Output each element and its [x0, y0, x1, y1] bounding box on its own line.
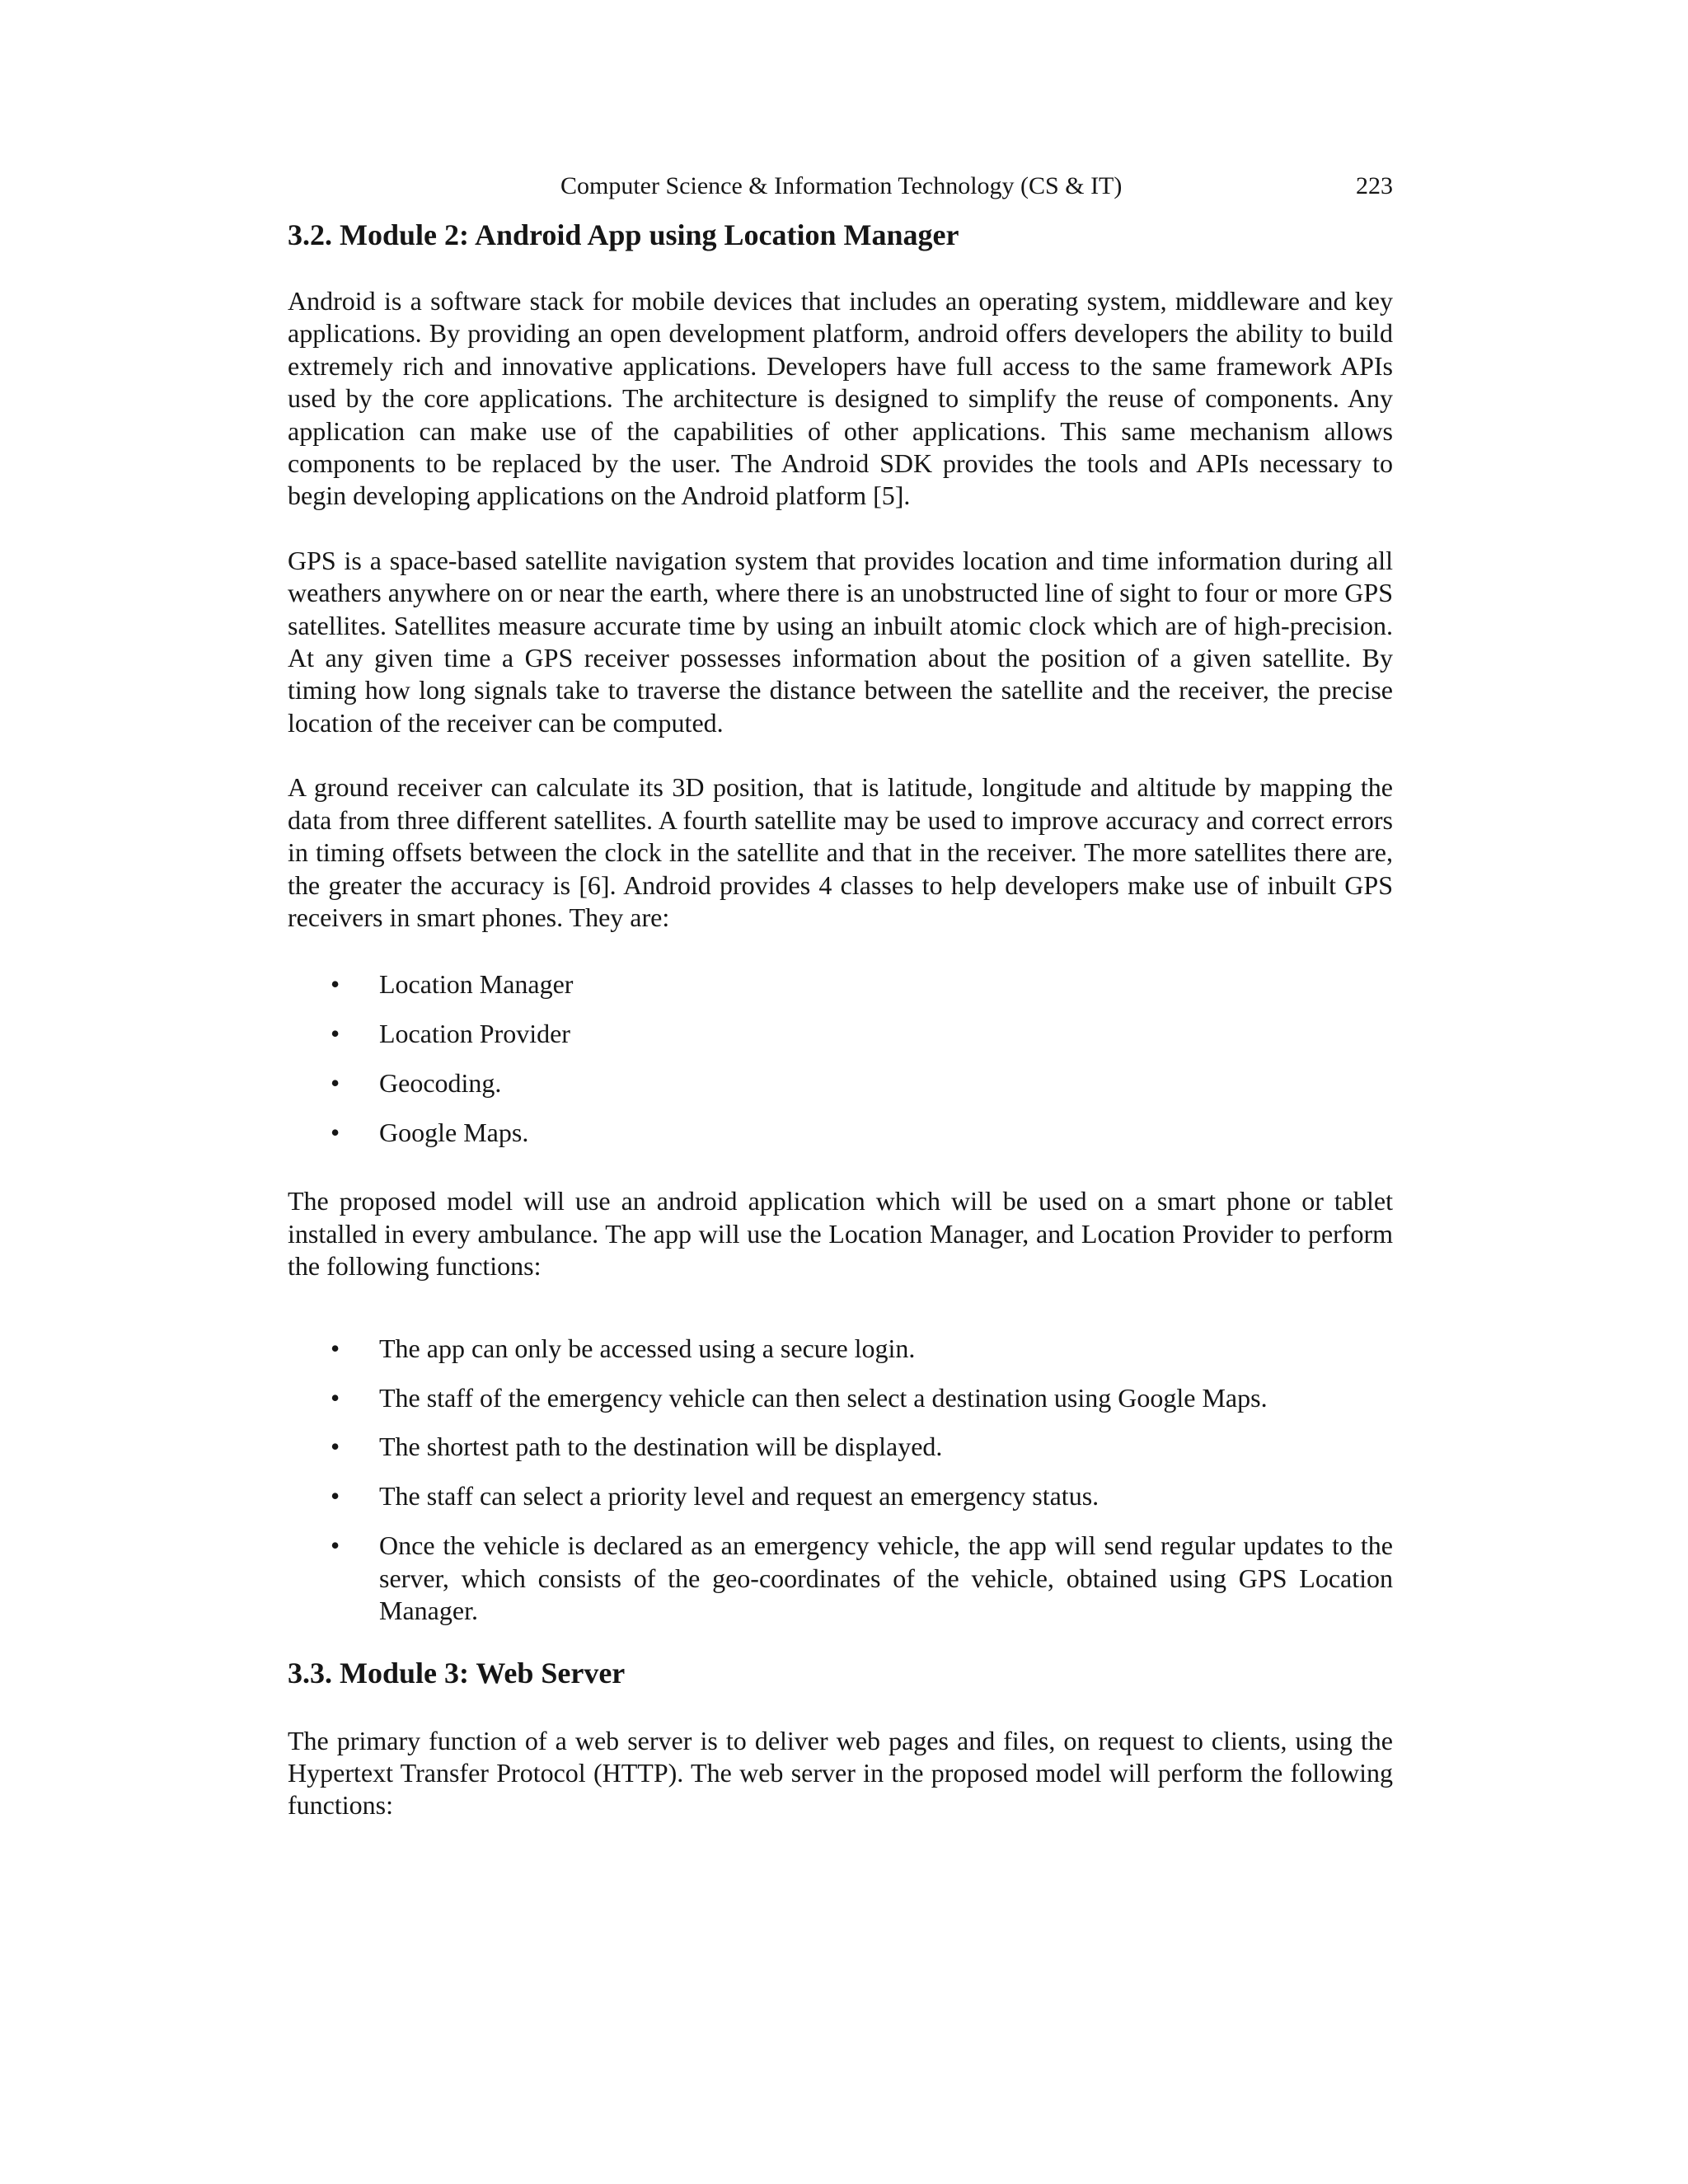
list-item-text: The shortest path to the destination will be displayed. [379, 1432, 943, 1462]
bullet-icon: • [331, 1382, 340, 1413]
android-classes-list [288, 968, 1393, 1149]
bullet-icon: • [331, 1530, 340, 1561]
list-item-text: Google Maps. [379, 1118, 529, 1148]
bullet-icon: • [331, 1333, 340, 1363]
section-heading-module-2: 3.2. Module 2: Android App using Location Manager [288, 218, 959, 251]
list-item-text: Location Manager [379, 969, 574, 1000]
list-item-text: Once the vehicle is declared as an emergency vehicle, the app will send regular updates to the server, which consists of the geo-coordinates of the vehicle, obtained using GPS Location Manager. [379, 1530, 1393, 1626]
bullet-icon: • [331, 1481, 340, 1511]
list-item [288, 1431, 1393, 1463]
bullet-icon: • [331, 1068, 340, 1099]
list-item [288, 1067, 1393, 1099]
paragraph-ground-receiver: A ground receiver can calculate its 3D position, that is latitude, longitude and altitude by mapping the data from three different satellites. A fourth satellite may be used to improve accuracy and correct errors in timing offsets between the clock in the satellite and that in the receiver. The more satellites there are, the greater the accuracy is [6]. Android provides 4 classes to help developers make use of inbuilt GPS receivers in smart phones. They are: [288, 772, 1393, 932]
list-item [288, 1480, 1393, 1512]
list-item [288, 1117, 1393, 1149]
list-item-text: Location Provider [379, 1019, 570, 1049]
list-item-text: The staff can select a priority level and request an emergency status. [379, 1481, 1100, 1511]
running-title: Computer Science & Information Technology (CS & IT) [560, 172, 1123, 199]
paragraph-android-overview: Android is a software stack for mobile devices that includes an operating system, middleware and key applications. By providing an open development platform, android offers developers the ability to build extremely rich and innovative applications. Developers have full access to the same framework APIs used by the core applications. The architecture is designed to simplify the reuse of components. Any application can make use of the capabilities of other applications. This same mechanism allows components to be replaced by the user. The Android SDK provides the tools and APIs necessary to begin developing applications on the Android platform [5]. [288, 286, 1393, 511]
paragraph-proposed-model: The proposed model will use an android application which will be used on a smart phone or tablet installed in every ambulance. The app will use the Location Manager, and Location Provider to perform the following functions: [288, 1186, 1393, 1282]
list-item [288, 968, 1393, 1001]
list-item [288, 1018, 1393, 1050]
bullet-icon: • [331, 969, 340, 1000]
bullet-icon: • [331, 1432, 340, 1462]
section-heading-module-3: 3.3. Module 3: Web Server [288, 1656, 626, 1690]
list-item-text: Geocoding. [379, 1068, 502, 1099]
list-item-text: The staff of the emergency vehicle can then select a destination using Google Maps. [379, 1382, 1268, 1413]
list-item [288, 1382, 1393, 1414]
paragraph-gps-overview: GPS is a space-based satellite navigation system that provides location and time information during all weathers anywhere on or near the earth, where there is an unobstructed line of sight to four or more GPS satellites. Satellites measure accurate time by using an inbuilt atomic clock which are of high-precision. At any given time a GPS receiver possesses information about the position of a given satellite. By timing how long signals take to traverse the distance between the satellite and the receiver, the precise location of the receiver can be computed. [288, 545, 1393, 738]
list-item [288, 1333, 1393, 1365]
app-functions-list [288, 1333, 1393, 1628]
list-item-text: The app can only be accessed using a secure login. [379, 1333, 916, 1363]
list-item [288, 1530, 1393, 1627]
bullet-icon: • [331, 1118, 340, 1148]
page-header [0, 170, 1688, 203]
bullet-icon: • [331, 1019, 340, 1049]
paragraph-web-server: The primary function of a web server is to deliver web pages and files, on request to clients, using the Hypertext Transfer Protocol (HTTP). The web server in the proposed model will perform the following functions: [288, 1725, 1393, 1821]
page-body [288, 214, 1393, 1822]
page-number: 223 [1356, 172, 1393, 199]
